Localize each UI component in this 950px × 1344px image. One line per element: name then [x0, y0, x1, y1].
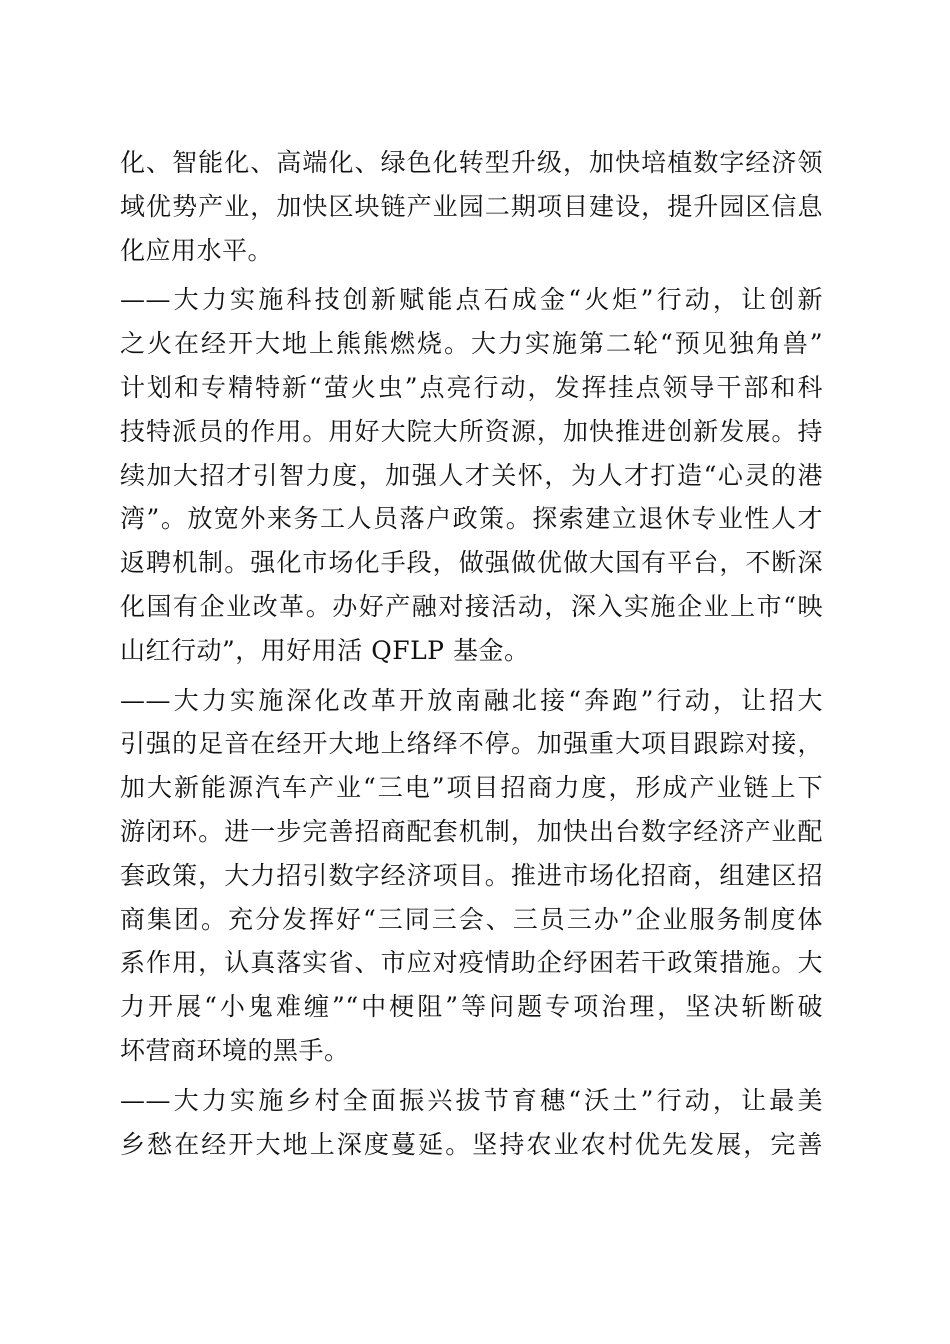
- paragraph: [120, 141, 823, 272]
- text-line: 化、智能化、高端化、绿色化转型升级，加快培植数字经济领: [120, 148, 823, 177]
- text-line: 山红行动”，用好用活 QFLP 基金。: [120, 635, 530, 665]
- text-line: 技特派员的作用。用好大院大所资源，加快推进创新发展。持: [120, 416, 823, 446]
- text-line: 游闭环。进一步完善招商配套机制，加快出台数字经济产业配: [120, 816, 823, 846]
- text-line: 化国有企业改革。办好产融对接活动，深入实施企业上市“映: [120, 591, 823, 621]
- text-line: 坏营商环境的黑手。: [120, 1035, 350, 1065]
- text-line: 加大新能源汽车产业“三电”项目招商力度，形成产业链上下: [120, 773, 823, 803]
- text-line: 化应用水平。: [120, 235, 274, 265]
- paragraph: [120, 1079, 823, 1167]
- paragraph: [120, 679, 823, 1073]
- text-line: 湾”。放宽外来务工人员落户政策。探索建立退休专业性人才: [120, 504, 823, 534]
- text-line: 引强的足音在经开大地上络绎不停。加强重大项目跟踪对接，: [120, 729, 823, 759]
- document-body: [120, 141, 823, 1172]
- text-line: 系作用，认真落实省、市应对疫情助企纾困若干政策措施。大: [120, 948, 823, 978]
- text-line: 乡愁在经开大地上深度蔓延。坚持农业农村优先发展，完善: [120, 1129, 823, 1159]
- text-line: 计划和专精特新“萤火虫”点亮行动，发挥挂点领导干部和科: [120, 372, 823, 402]
- text-line: 续加大招才引智力度，加强人才关怀，为人才打造“心灵的港: [120, 460, 823, 490]
- text-line: 力开展“小鬼难缠”“中梗阻”等问题专项治理，坚决斩断破: [120, 992, 823, 1022]
- text-line: 套政策，大力招引数字经济项目。推进市场化招商，组建区招: [120, 860, 823, 890]
- text-line: 商集团。充分发挥好“三同三会、三员三办”企业服务制度体: [120, 904, 823, 934]
- text-line: 之火在经开大地上熊熊燃烧。大力实施第二轮“预见独角兽”: [120, 329, 823, 359]
- text-line: 域优势产业，加快区块链产业园二期项目建设，提升园区信息: [120, 191, 823, 221]
- text-line: ——大力实施深化改革开放南融北接“奔跑”行动，让招大: [120, 685, 823, 715]
- paragraph: [120, 278, 823, 672]
- text-line: 返聘机制。强化市场化手段，做强做优做大国有平台，不断深: [120, 548, 823, 578]
- text-line: ——大力实施乡村全面振兴拔节育穗“沃土”行动，让最美: [120, 1085, 823, 1115]
- text-line: ——大力实施科技创新赋能点石成金“火炬”行动，让创新: [120, 285, 823, 315]
